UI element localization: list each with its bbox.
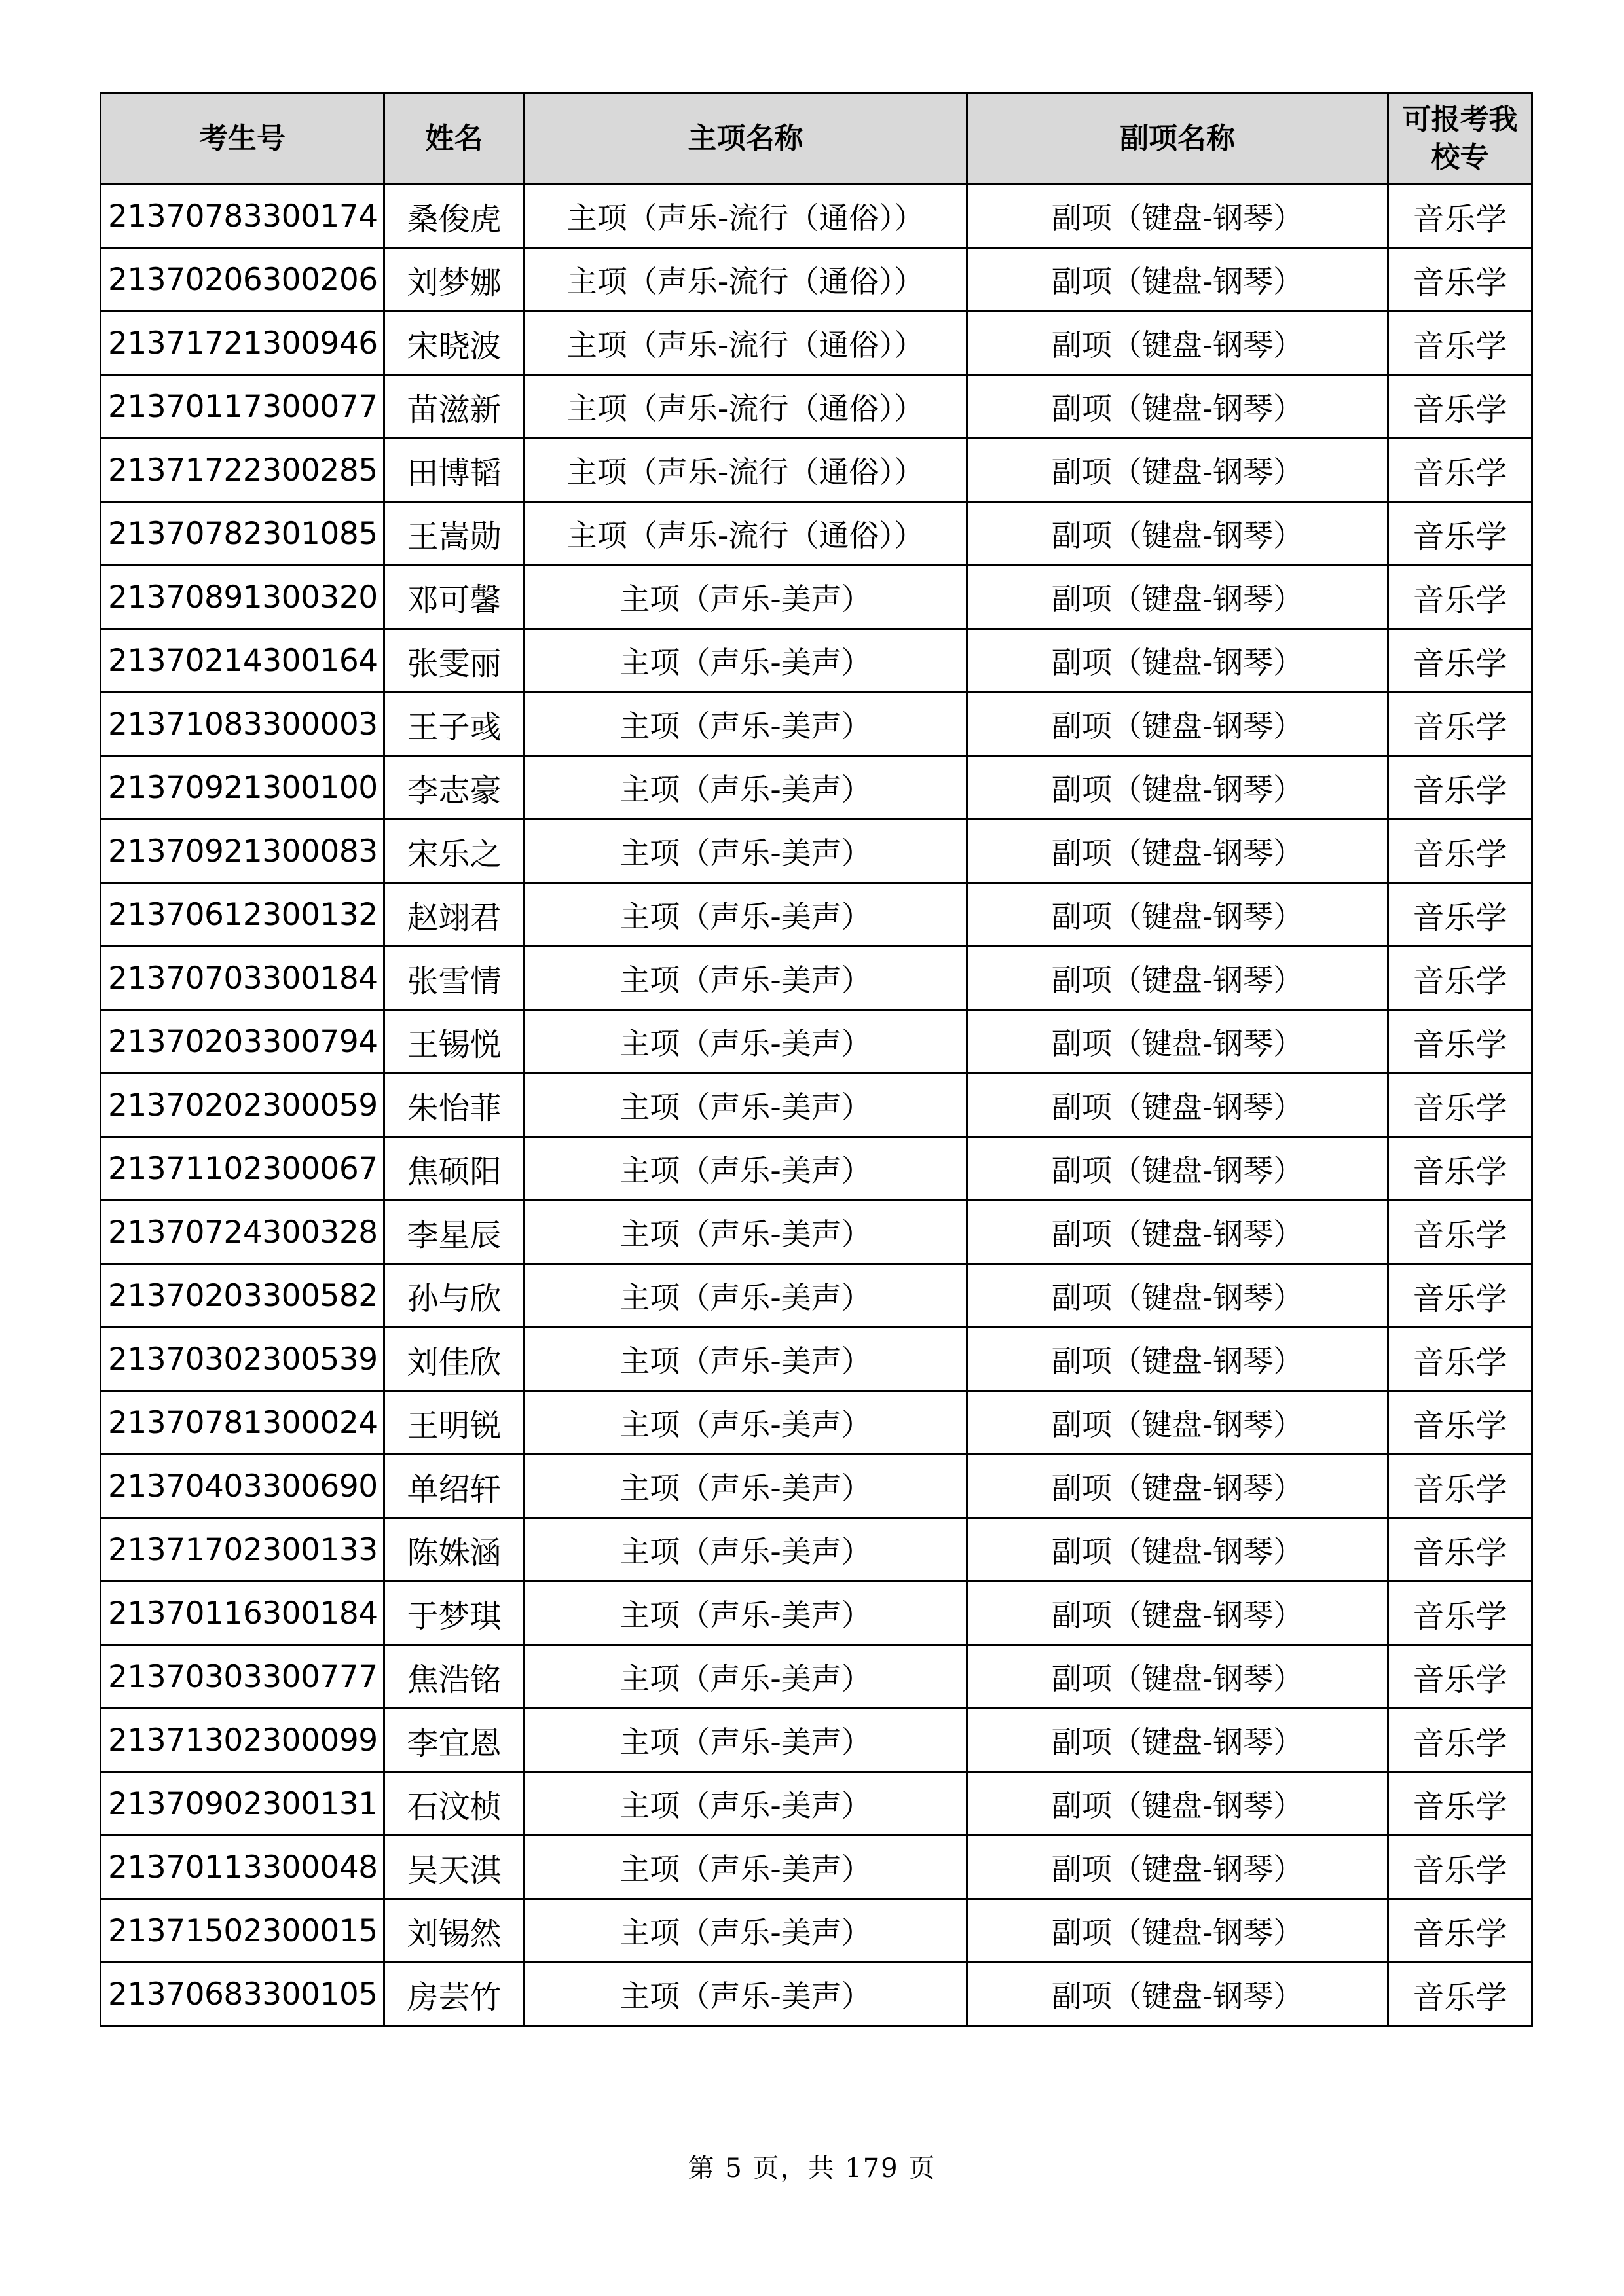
- table-row: [101, 1899, 1532, 1963]
- cell-exam-id: 21370783300174: [101, 185, 384, 248]
- cell-exam-id: 21370902300131: [101, 1772, 384, 1836]
- cell-name: 房芸竹: [384, 1963, 525, 2026]
- cell-eligible-major: 音乐学: [1388, 439, 1532, 502]
- cell-name: 单绍轩: [384, 1455, 525, 1518]
- cell-exam-id: 21370203300794: [101, 1010, 384, 1074]
- table-row: [101, 312, 1532, 375]
- cell-name: 苗滋新: [384, 375, 525, 439]
- cell-name: 刘佳欣: [384, 1328, 525, 1391]
- cell-minor-item: 副项（键盘-钢琴）: [967, 1836, 1388, 1899]
- cell-minor-item: 副项（键盘-钢琴）: [967, 1963, 1388, 2026]
- cell-minor-item: 副项（键盘-钢琴）: [967, 1391, 1388, 1455]
- cell-name: 焦硕阳: [384, 1137, 525, 1201]
- table-row: [101, 629, 1532, 693]
- cell-major-item: 主项（声乐-美声）: [525, 1391, 967, 1455]
- cell-eligible-major: 音乐学: [1388, 1518, 1532, 1582]
- header-row: [101, 94, 1532, 185]
- table-body: [101, 185, 1532, 2026]
- cell-eligible-major: 音乐学: [1388, 185, 1532, 248]
- table-row: [101, 883, 1532, 947]
- table-row: [101, 820, 1532, 883]
- table-row: [101, 1264, 1532, 1328]
- cell-name: 邓可馨: [384, 566, 525, 629]
- table-row: [101, 1010, 1532, 1074]
- cell-major-item: 主项（声乐-美声）: [525, 1709, 967, 1772]
- cell-major-item: 主项（声乐-美声）: [525, 1455, 967, 1518]
- cell-minor-item: 副项（键盘-钢琴）: [967, 629, 1388, 693]
- cell-exam-id: 21371502300015: [101, 1899, 384, 1963]
- cell-major-item: 主项（声乐-美声）: [525, 629, 967, 693]
- cell-minor-item: 副项（键盘-钢琴）: [967, 1518, 1388, 1582]
- cell-eligible-major: 音乐学: [1388, 1074, 1532, 1137]
- cell-eligible-major: 音乐学: [1388, 1709, 1532, 1772]
- cell-minor-item: 副项（键盘-钢琴）: [967, 502, 1388, 566]
- admission-table: [100, 92, 1533, 2027]
- cell-exam-id: 21370612300132: [101, 883, 384, 947]
- cell-major-item: 主项（声乐-流行（通俗））: [525, 185, 967, 248]
- cell-name: 田博韬: [384, 439, 525, 502]
- cell-eligible-major: 音乐学: [1388, 820, 1532, 883]
- cell-minor-item: 副项（键盘-钢琴）: [967, 312, 1388, 375]
- cell-minor-item: 副项（键盘-钢琴）: [967, 1137, 1388, 1201]
- cell-name: 李宜恩: [384, 1709, 525, 1772]
- cell-minor-item: 副项（键盘-钢琴）: [967, 693, 1388, 756]
- cell-name: 孙与欣: [384, 1264, 525, 1328]
- cell-exam-id: 21371302300099: [101, 1709, 384, 1772]
- table-row: [101, 185, 1532, 248]
- cell-major-item: 主项（声乐-流行（通俗））: [525, 439, 967, 502]
- cell-minor-item: 副项（键盘-钢琴）: [967, 1709, 1388, 1772]
- cell-exam-id: 21370116300184: [101, 1582, 384, 1645]
- header-eligible-major: 可报考我校专: [1388, 94, 1532, 185]
- cell-eligible-major: 音乐学: [1388, 883, 1532, 947]
- cell-minor-item: 副项（键盘-钢琴）: [967, 756, 1388, 820]
- table-row: [101, 1201, 1532, 1264]
- cell-major-item: 主项（声乐-美声）: [525, 1518, 967, 1582]
- cell-exam-id: 21370891300320: [101, 566, 384, 629]
- cell-minor-item: 副项（键盘-钢琴）: [967, 185, 1388, 248]
- header-minor-item: 副项名称: [967, 94, 1388, 185]
- cell-eligible-major: 音乐学: [1388, 629, 1532, 693]
- cell-exam-id: 21370782301085: [101, 502, 384, 566]
- cell-major-item: 主项（声乐-美声）: [525, 883, 967, 947]
- table-row: [101, 1391, 1532, 1455]
- cell-minor-item: 副项（键盘-钢琴）: [967, 1645, 1388, 1709]
- table-row: [101, 1709, 1532, 1772]
- cell-exam-id: 21371102300067: [101, 1137, 384, 1201]
- cell-major-item: 主项（声乐-流行（通俗））: [525, 312, 967, 375]
- table-row: [101, 439, 1532, 502]
- cell-name: 石汶桢: [384, 1772, 525, 1836]
- cell-major-item: 主项（声乐-美声）: [525, 1074, 967, 1137]
- cell-eligible-major: 音乐学: [1388, 1010, 1532, 1074]
- cell-eligible-major: 音乐学: [1388, 566, 1532, 629]
- cell-exam-id: 21370781300024: [101, 1391, 384, 1455]
- cell-exam-id: 21371083300003: [101, 693, 384, 756]
- cell-eligible-major: 音乐学: [1388, 756, 1532, 820]
- cell-exam-id: 21370302300539: [101, 1328, 384, 1391]
- table-row: [101, 375, 1532, 439]
- cell-minor-item: 副项（键盘-钢琴）: [967, 1899, 1388, 1963]
- cell-eligible-major: 音乐学: [1388, 312, 1532, 375]
- cell-eligible-major: 音乐学: [1388, 375, 1532, 439]
- table-row: [101, 1836, 1532, 1899]
- cell-exam-id: 21370303300777: [101, 1645, 384, 1709]
- cell-name: 张雪情: [384, 947, 525, 1010]
- cell-major-item: 主项（声乐-流行（通俗））: [525, 502, 967, 566]
- cell-major-item: 主项（声乐-流行（通俗））: [525, 248, 967, 312]
- cell-name: 王明锐: [384, 1391, 525, 1455]
- cell-eligible-major: 音乐学: [1388, 1772, 1532, 1836]
- cell-minor-item: 副项（键盘-钢琴）: [967, 1074, 1388, 1137]
- cell-minor-item: 副项（键盘-钢琴）: [967, 1455, 1388, 1518]
- table-row: [101, 1772, 1532, 1836]
- cell-exam-id: 21370206300206: [101, 248, 384, 312]
- table-row: [101, 1963, 1532, 2026]
- cell-name: 朱怡菲: [384, 1074, 525, 1137]
- cell-major-item: 主项（声乐-美声）: [525, 820, 967, 883]
- cell-minor-item: 副项（键盘-钢琴）: [967, 1582, 1388, 1645]
- table-row: [101, 566, 1532, 629]
- cell-name: 王子彧: [384, 693, 525, 756]
- cell-minor-item: 副项（键盘-钢琴）: [967, 1264, 1388, 1328]
- cell-minor-item: 副项（键盘-钢琴）: [967, 439, 1388, 502]
- table-row: [101, 1645, 1532, 1709]
- cell-minor-item: 副项（键盘-钢琴）: [967, 1201, 1388, 1264]
- cell-name: 王锡悦: [384, 1010, 525, 1074]
- cell-minor-item: 副项（键盘-钢琴）: [967, 566, 1388, 629]
- cell-name: 宋晓波: [384, 312, 525, 375]
- cell-eligible-major: 音乐学: [1388, 1836, 1532, 1899]
- cell-major-item: 主项（声乐-美声）: [525, 1899, 967, 1963]
- table-row: [101, 248, 1532, 312]
- table-row: [101, 1074, 1532, 1137]
- table-row: [101, 1582, 1532, 1645]
- cell-minor-item: 副项（键盘-钢琴）: [967, 1010, 1388, 1074]
- cell-major-item: 主项（声乐-美声）: [525, 1010, 967, 1074]
- cell-minor-item: 副项（键盘-钢琴）: [967, 947, 1388, 1010]
- cell-major-item: 主项（声乐-美声）: [525, 1963, 967, 2026]
- table-row: [101, 693, 1532, 756]
- cell-major-item: 主项（声乐-美声）: [525, 1137, 967, 1201]
- table-header: [101, 94, 1532, 185]
- table-row: [101, 947, 1532, 1010]
- cell-exam-id: 21370703300184: [101, 947, 384, 1010]
- cell-name: 吴天淇: [384, 1836, 525, 1899]
- cell-minor-item: 副项（键盘-钢琴）: [967, 248, 1388, 312]
- cell-major-item: 主项（声乐-美声）: [525, 947, 967, 1010]
- header-name: 姓名: [384, 94, 525, 185]
- cell-eligible-major: 音乐学: [1388, 1201, 1532, 1264]
- cell-eligible-major: 音乐学: [1388, 502, 1532, 566]
- header-major-item: 主项名称: [525, 94, 967, 185]
- header-exam-id: 考生号: [101, 94, 384, 185]
- cell-name: 李星辰: [384, 1201, 525, 1264]
- table-row: [101, 1518, 1532, 1582]
- cell-name: 刘梦娜: [384, 248, 525, 312]
- cell-exam-id: 21370724300328: [101, 1201, 384, 1264]
- table-row: [101, 1328, 1532, 1391]
- cell-exam-id: 21370117300077: [101, 375, 384, 439]
- cell-name: 陈姝涵: [384, 1518, 525, 1582]
- cell-name: 王嵩勋: [384, 502, 525, 566]
- cell-minor-item: 副项（键盘-钢琴）: [967, 375, 1388, 439]
- cell-eligible-major: 音乐学: [1388, 1264, 1532, 1328]
- table-row: [101, 502, 1532, 566]
- cell-exam-id: 21371702300133: [101, 1518, 384, 1582]
- cell-eligible-major: 音乐学: [1388, 1137, 1532, 1201]
- cell-eligible-major: 音乐学: [1388, 1582, 1532, 1645]
- cell-exam-id: 21371721300946: [101, 312, 384, 375]
- cell-eligible-major: 音乐学: [1388, 1328, 1532, 1391]
- cell-exam-id: 21370113300048: [101, 1836, 384, 1899]
- cell-eligible-major: 音乐学: [1388, 947, 1532, 1010]
- cell-minor-item: 副项（键盘-钢琴）: [967, 1772, 1388, 1836]
- cell-eligible-major: 音乐学: [1388, 693, 1532, 756]
- cell-exam-id: 21370203300582: [101, 1264, 384, 1328]
- cell-major-item: 主项（声乐-美声）: [525, 566, 967, 629]
- cell-minor-item: 副项（键盘-钢琴）: [967, 883, 1388, 947]
- cell-major-item: 主项（声乐-流行（通俗））: [525, 375, 967, 439]
- cell-eligible-major: 音乐学: [1388, 1963, 1532, 2026]
- cell-name: 于梦琪: [384, 1582, 525, 1645]
- cell-major-item: 主项（声乐-美声）: [525, 756, 967, 820]
- cell-name: 赵翊君: [384, 883, 525, 947]
- cell-major-item: 主项（声乐-美声）: [525, 1264, 967, 1328]
- cell-major-item: 主项（声乐-美声）: [525, 1772, 967, 1836]
- cell-minor-item: 副项（键盘-钢琴）: [967, 820, 1388, 883]
- cell-major-item: 主项（声乐-美声）: [525, 1582, 967, 1645]
- cell-exam-id: 21370921300083: [101, 820, 384, 883]
- cell-exam-id: 21370403300690: [101, 1455, 384, 1518]
- cell-name: 桑俊虎: [384, 185, 525, 248]
- cell-major-item: 主项（声乐-美声）: [525, 1201, 967, 1264]
- cell-name: 宋乐之: [384, 820, 525, 883]
- cell-major-item: 主项（声乐-美声）: [525, 1836, 967, 1899]
- cell-minor-item: 副项（键盘-钢琴）: [967, 1328, 1388, 1391]
- cell-exam-id: 21370202300059: [101, 1074, 384, 1137]
- cell-name: 焦浩铭: [384, 1645, 525, 1709]
- cell-eligible-major: 音乐学: [1388, 1899, 1532, 1963]
- cell-major-item: 主项（声乐-美声）: [525, 1328, 967, 1391]
- cell-major-item: 主项（声乐-美声）: [525, 693, 967, 756]
- cell-eligible-major: 音乐学: [1388, 1391, 1532, 1455]
- page-footer: 第 5 页，共 179 页: [688, 2153, 936, 2183]
- cell-major-item: 主项（声乐-美声）: [525, 1645, 967, 1709]
- table-row: [101, 1137, 1532, 1201]
- cell-name: 张雯丽: [384, 629, 525, 693]
- cell-eligible-major: 音乐学: [1388, 248, 1532, 312]
- cell-exam-id: 21371722300285: [101, 439, 384, 502]
- table-row: [101, 756, 1532, 820]
- cell-exam-id: 21370214300164: [101, 629, 384, 693]
- cell-eligible-major: 音乐学: [1388, 1455, 1532, 1518]
- table-row: [101, 1455, 1532, 1518]
- cell-name: 刘锡然: [384, 1899, 525, 1963]
- cell-exam-id: 21370921300100: [101, 756, 384, 820]
- cell-name: 李志豪: [384, 756, 525, 820]
- cell-exam-id: 21370683300105: [101, 1963, 384, 2026]
- cell-eligible-major: 音乐学: [1388, 1645, 1532, 1709]
